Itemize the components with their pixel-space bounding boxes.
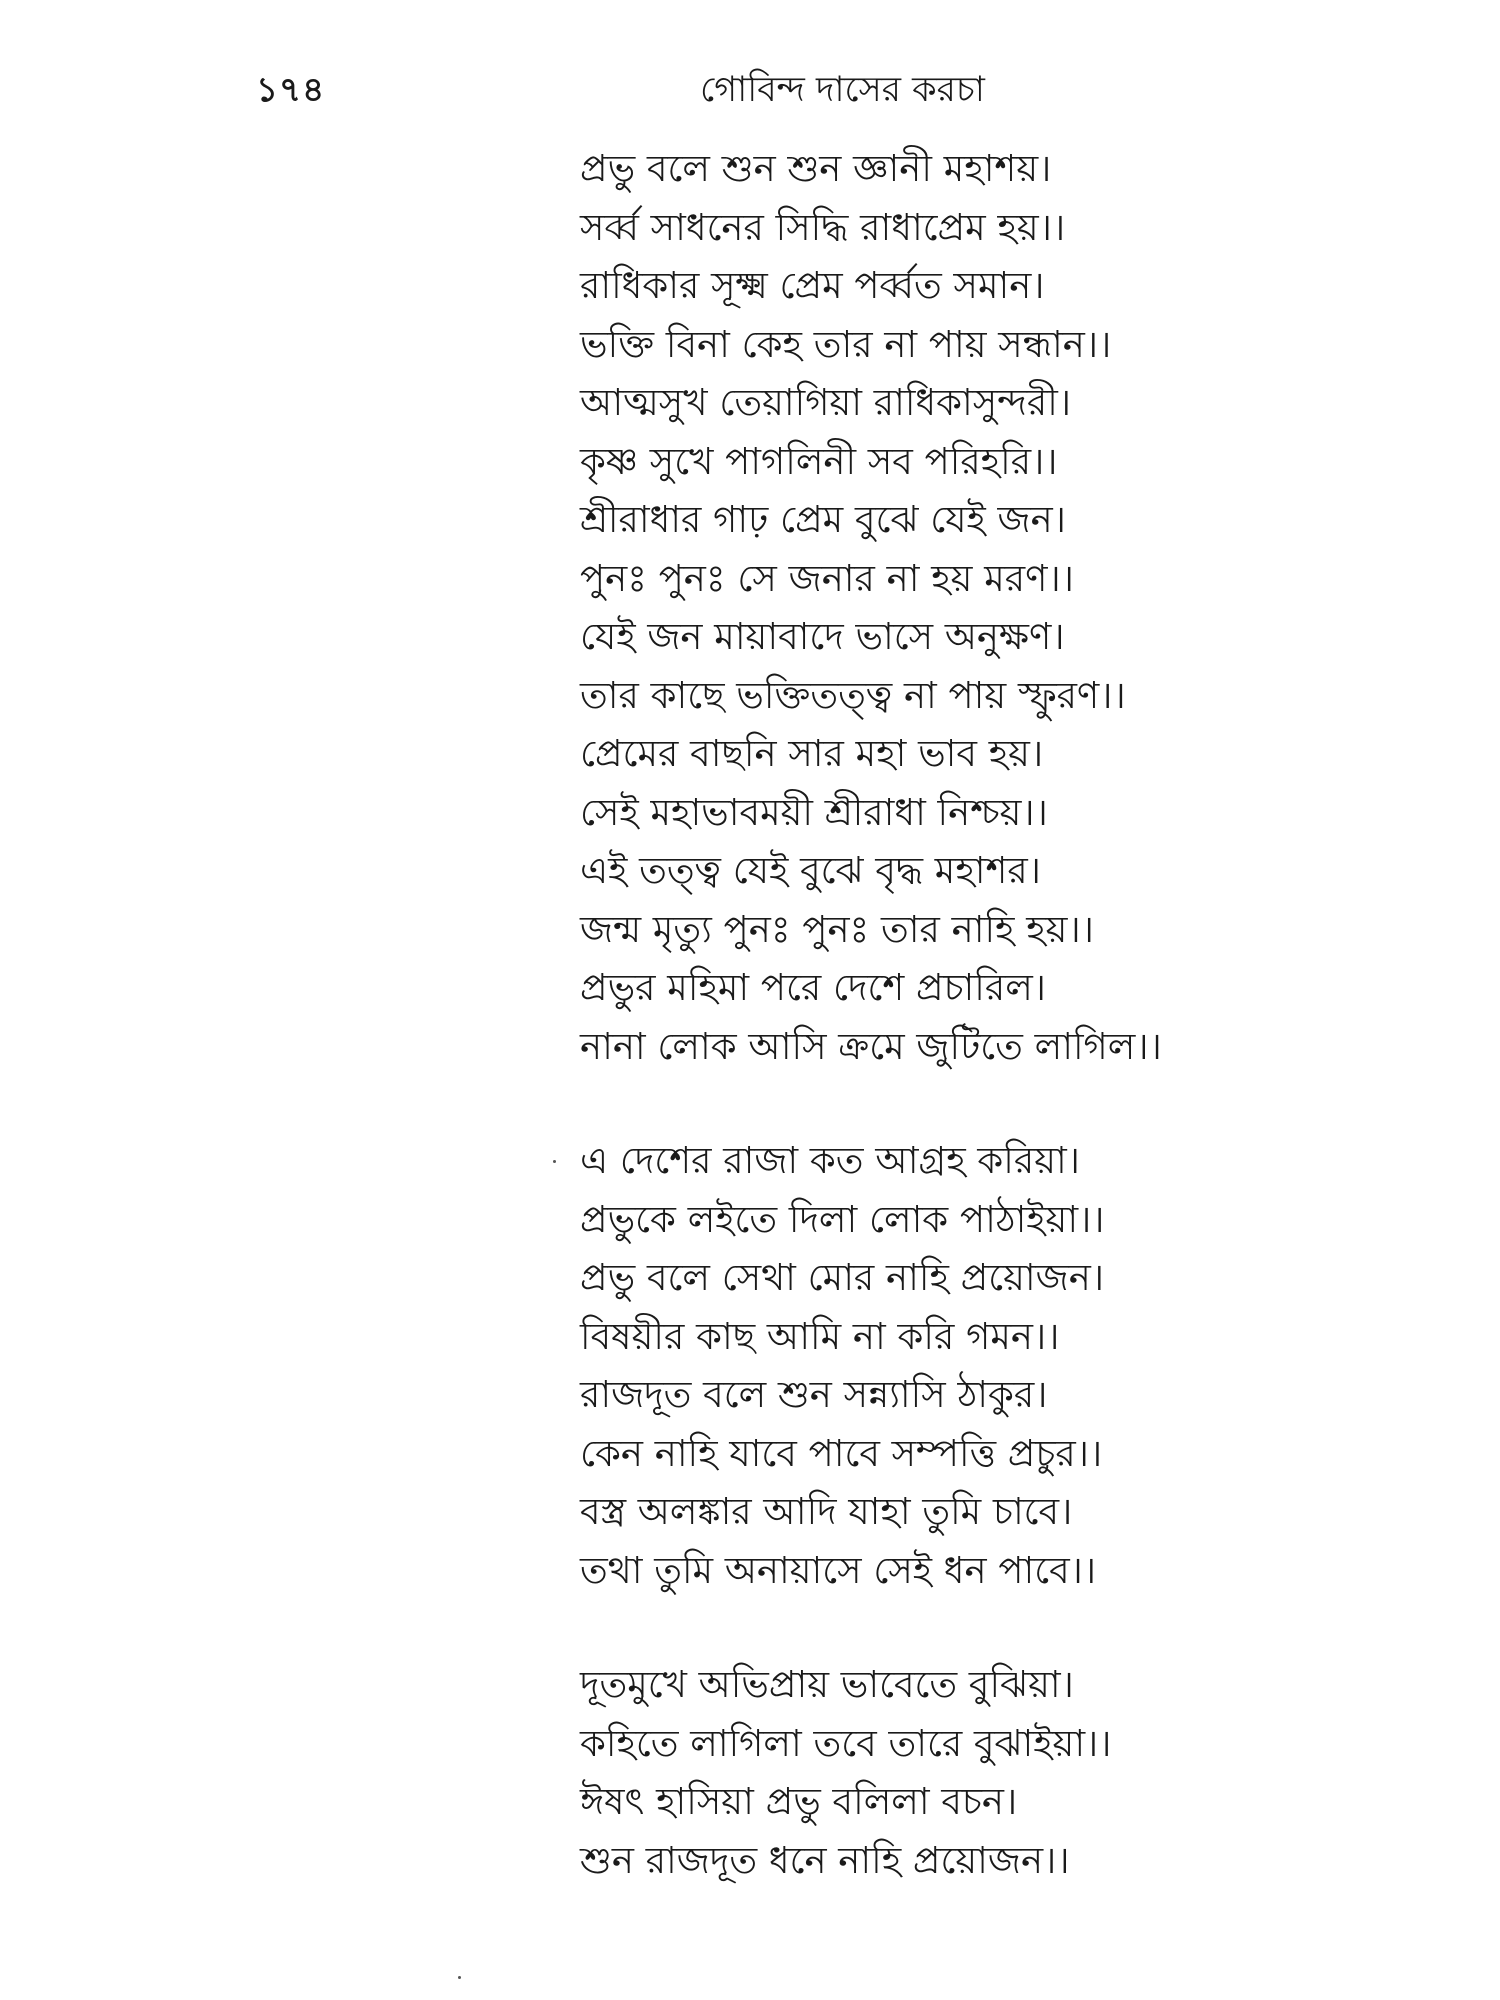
page-number: ১৭৪ [256,70,326,110]
verse-line: সেই মহাভাবময়ী শ্রীরাধা নিশ্চয়।। [580,790,1048,834]
stanza-3 [580,1656,1460,1890]
verse-line: শুন রাজদূত ধনে নাহি প্রয়োজন।। [580,1838,1070,1882]
verse-line: এই তত্ত্ব যেই বুঝে বৃদ্ধ মহাশর। [580,849,1041,892]
verse-line: পুনঃ পুনঃ সে জনার না হয় মরণ।। [580,556,1074,600]
verse-line: এ দেশের রাজা কত আগ্রহ করিয়া। [580,1139,1080,1182]
verse-line: প্রভুকে লইতে দিলা লোক পাঠাইয়া।। [580,1197,1105,1241]
verse-line: শ্রীরাধার গাঢ় প্রেম বুঝে যেই জন। [580,498,1066,541]
poem-body [580,140,1460,1946]
verse-line: জন্ম মৃত্যু পুনঃ পুনঃ তার নাহি হয়।। [580,907,1094,951]
verse-line: তার কাছে ভক্তিতত্ত্ব না পায় স্ফুরণ।। [580,673,1126,717]
verse-line: তথা তুমি অনায়াসে সেই ধন পাবে।। [580,1548,1097,1592]
page-header [0,58,1500,114]
verse-line: রাধিকার সূক্ষ্ম প্রেম পর্ব্বত সমান। [580,264,1045,307]
verse-line: দূতমুখে অভিপ্রায় ভাবেতে বুঝিয়া। [580,1663,1074,1706]
verse-line: রাজদূত বলে শুন সন্ন্যাসি ঠাকুর। [580,1373,1048,1416]
verse-line: ঈষৎ হাসিয়া প্রভু বলিলা বচন। [580,1780,1018,1823]
verse-line: প্রভু বলে শুন শুন জ্ঞানী মহাশয়। [580,147,1052,190]
verse-line: কহিতে লাগিলা তবে তারে বুঝাইয়া।। [580,1721,1112,1765]
verse-line: আত্মসুখ তেয়াগিয়া রাধিকাসুন্দরী। [580,381,1072,424]
verse-line: প্রভুর মহিমা পরে দেশে প্রচারিল। [580,966,1047,1009]
print-speck [458,1976,461,1979]
verse-line: বস্ত্র অলঙ্কার আদি যাহা তুমি চাবে। [580,1490,1073,1533]
verse-line: প্রেমের বাছনি সার মহা ভাব হয়। [580,732,1044,775]
verse-line: বিষয়ীর কাছ আমি না করি গমন।। [580,1314,1060,1358]
stanza-2 [580,1132,1460,1600]
verse-line: প্রভু বলে সেথা মোর নাহি প্রয়োজন। [580,1256,1105,1299]
verse-line: যেই জন মায়াবাদে ভাসে অনুক্ষণ। [580,615,1065,658]
running-title: গোবিন্দ দাসের করচা [700,70,985,110]
verse-line: কেন নাহি যাবে পাবে সম্পত্তি প্রচুর।। [580,1431,1103,1475]
stanza-1 [580,140,1460,1076]
verse-line: কৃষ্ণ সুখে পাগলিনী সব পরিহরি।। [580,439,1058,483]
print-speck [553,1160,556,1163]
verse-line: ভক্তি বিনা কেহ তার না পায় সন্ধান।। [580,322,1112,366]
verse-line: সর্ব্ব সাধনের সিদ্ধি রাধাপ্রেম হয়।। [580,205,1066,249]
verse-line: নানা লোক আসি ক্রমে জুটিতে লাগিল।। [580,1024,1162,1068]
